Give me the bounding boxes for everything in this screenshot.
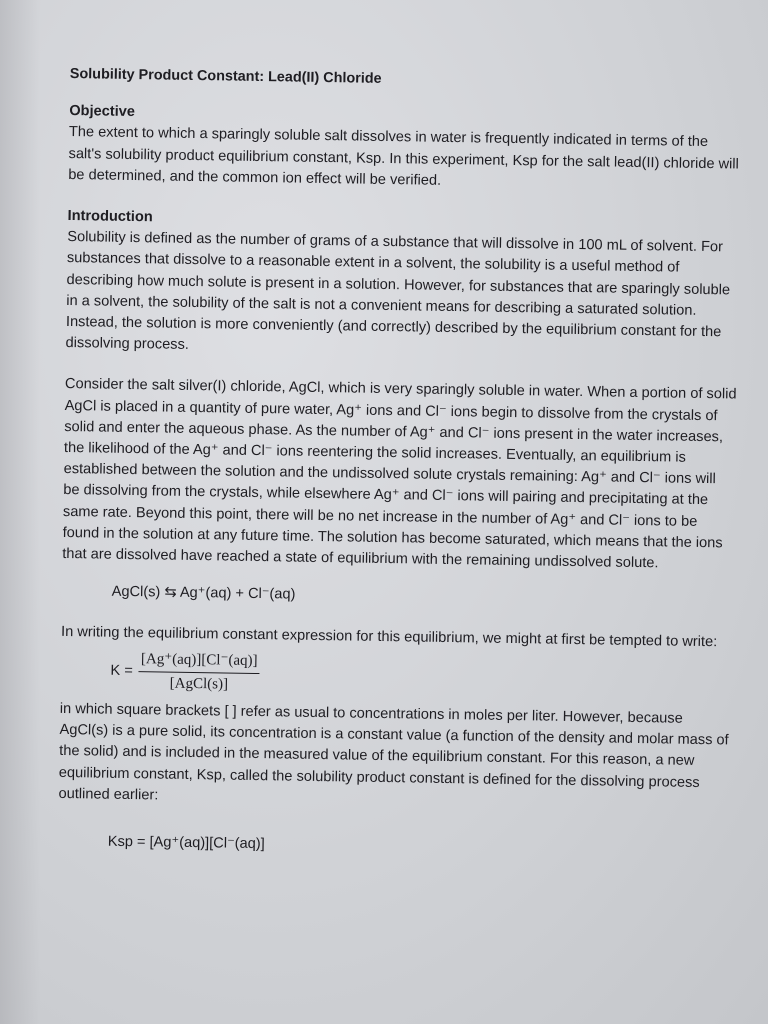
introduction-paragraph-2: Consider the salt silver(I) chloride, AgCl, which is very sparingly soluble in water. When a portion of solid AgCl is placed in a quantity of pure water, Ag⁺ ions and Cl⁻ ions begin to dissolve from the crystals of solid and enter the aqueous phase. As the number of Ag⁺ and Cl⁻ ions present in the water increases, the likelihood of the Ag⁺ and Cl⁻ ions reentering the solid increases. Eventually, an equilibrium is established between the solution and the undissolved solute crystals remaining: Ag⁺ and Cl⁻ ions will be dissolving from the crystals, while elsewhere Ag⁺ and Cl⁻ ions will pairing and precipitating at the same rate. Beyond this point, there will be no net increase in the number of Ag⁺ and Cl⁻ ions to be found in the solution at any future time. The solution has become saturated, which means that the ions that are dissolved have reached a state of equilibrium with the remaining undissolved solute. — [62, 376, 737, 572]
k-denominator: [AgCl(s)] — [169, 675, 229, 693]
introduction-paragraph-3: In writing the equilibrium constant expression for this equilibrium, we might at first be tempted to write: — [60, 624, 718, 651]
k-numerator: [Ag⁺(aq)][Cl⁻(aq)] — [139, 649, 260, 674]
introduction-paragraph-4: in which square brackets [ ] refer as usual to concentrations in moles per liter. However, because AgCl(s) is a pure solid, its concentration is a constant value (a function of the density and molar mass of the solid) and is included in the measured value of the equilibrium constant. For this reason, a new equilibrium constant, Ksp, called the solubility product constant is defined for the dissolving process outlined earlier: — [58, 700, 729, 804]
objective-text: The extent to which a sparingly soluble salt dissolves in water is frequently indicated in terms of the salt's solubility product equilibrium constant, Ksp. In this experiment, Ksp for the salt lead(II) chloride will be determined, and the common ion effect will be verified. — [68, 124, 739, 189]
introduction-paragraph-1: Solubility is defined as the number of grams of a substance that will dissolve in 100 mL of solvent. For substances that dissolve to a reasonable extent in a solvent, the solubility is a useful method of describing how much solute is present in a solution. However, for substances that are sparingly soluble in a solvent, the solubility of the salt is not a convenient means for describing a saturated solution. Instead, the solution is more conveniently (and correctly) described by the equilibrium constant for the dissolving process. — [65, 229, 731, 354]
objective-heading: Objective — [69, 103, 136, 121]
introduction-heading: Introduction — [67, 207, 153, 226]
document-body — [58, 64, 742, 863]
introduction-section — [65, 206, 739, 365]
k-fraction — [138, 649, 259, 696]
objective-section — [68, 101, 741, 196]
k-label: K = — [110, 662, 133, 679]
document-title: Solubility Product Constant: Lead(II) Chloride — [69, 65, 382, 87]
dissolution-equation: AgCl(s) ⇆ Ag⁺(aq) + Cl⁻(aq) — [111, 583, 296, 603]
ksp-equation: Ksp = [Ag⁺(aq)][Cl⁻(aq)] — [107, 833, 265, 853]
page-shadow — [0, 0, 40, 1024]
k-expression — [110, 648, 733, 703]
